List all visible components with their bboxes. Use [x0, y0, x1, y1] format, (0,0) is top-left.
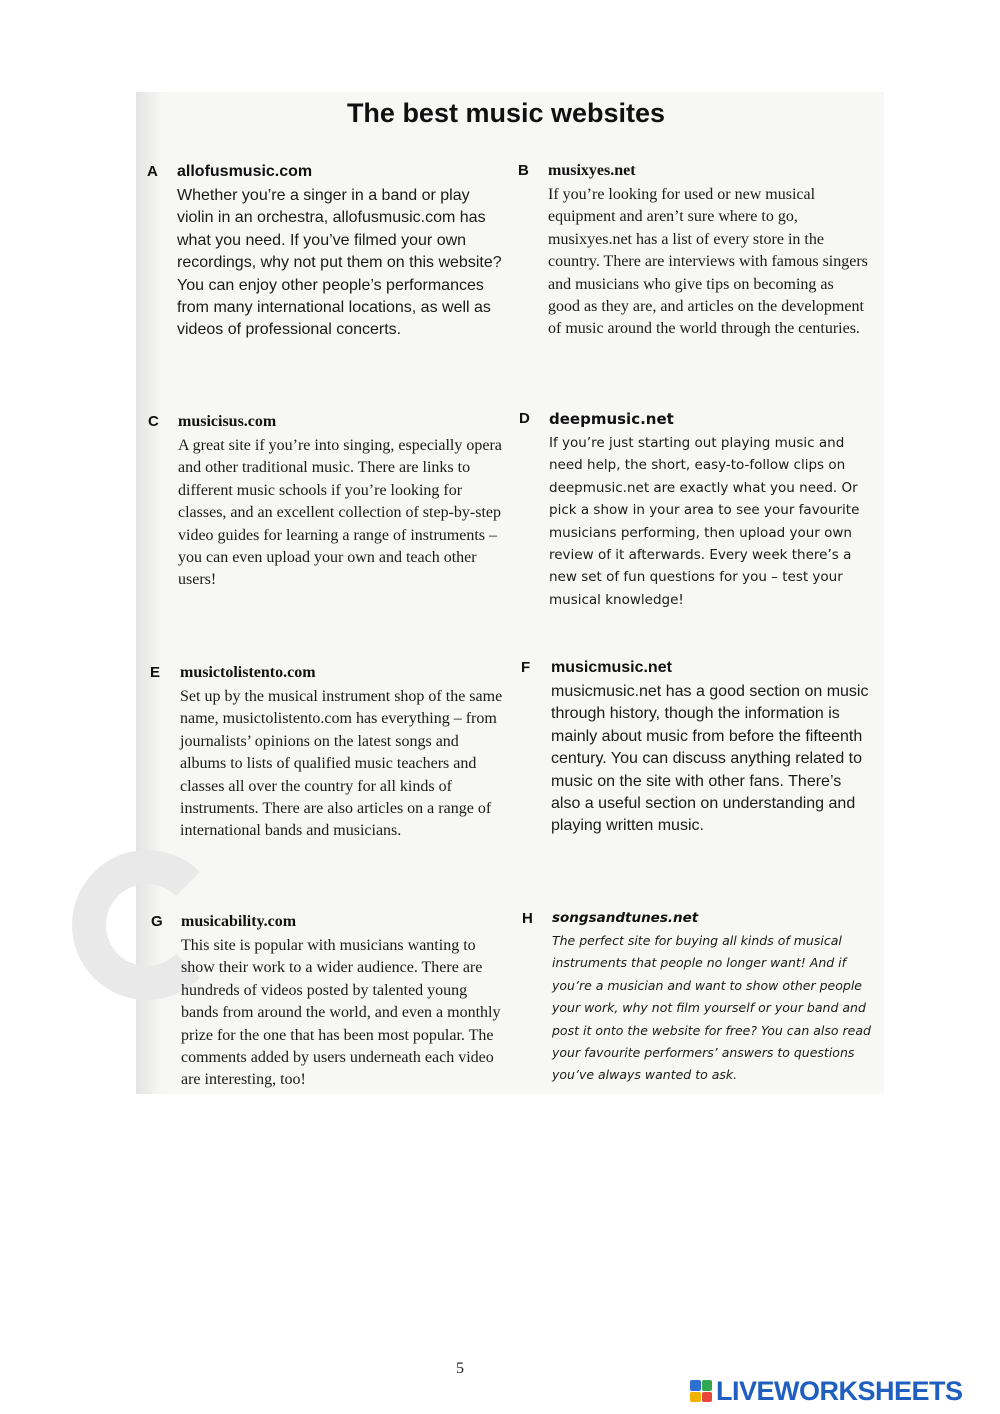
site-name: songsandtunes.net — [552, 910, 699, 926]
logo-square — [690, 1380, 701, 1391]
entry-b — [518, 162, 868, 341]
entry-c — [148, 413, 503, 592]
page-number: 5 — [456, 1360, 464, 1377]
entry-d — [519, 410, 869, 611]
site-description: A great site if you’re into singing, especially opera and other traditional music. There are links to different music schools if you’re looking for classes, and an excellent collection of step-by-step video guides for learning a range of instruments – you can even upload your own and teach other users! — [178, 437, 502, 589]
site-name: musictolistento.com — [180, 664, 316, 681]
entry-letter: B — [518, 162, 529, 179]
logo-square — [702, 1380, 713, 1391]
site-name: musicisus.com — [178, 413, 277, 430]
site-description: If you’re just starting out playing music and need help, the short, easy-to-follow clips on deepmusic.net are exactly what you need. Or pick a show in your area to see your favourite musicians performing, then upload your own review of it afterwards. Every week there’s a new set of fun questions for you – test your musical knowledge! — [549, 435, 860, 608]
liveworksheets-logo-icon — [690, 1380, 712, 1402]
liveworksheets-brand — [690, 1376, 963, 1406]
logo-square — [702, 1392, 713, 1403]
brand-name: LIVEWORKSHEETS — [716, 1375, 963, 1406]
site-description: Set up by the musical instrument shop of the same name, musictolistento.com has everything – from journalists’ opinions on the latest songs and albums to lists of qualified music teachers and classes all over the country for all kinds of instruments. There are also articles on a range of international bands and musicians. — [180, 688, 503, 840]
entry-letter: A — [147, 163, 158, 180]
logo-square — [690, 1392, 701, 1403]
entry-a — [147, 163, 507, 342]
site-description: If you’re looking for used or new musical equipment and aren’t sure where to go, musixyes.net has a list of every store in the country. There are interviews with famous singers and musicians who give tips on becoming as good as they are, and articles on the development of music around the world through the centuries. — [548, 186, 868, 338]
entry-letter: D — [519, 410, 530, 427]
site-description: Whether you’re a singer in a band or play violin in an orchestra, allofusmusic.com has what you need. If you’ve filmed your own recordings, why not put them on this website? You can enjoy other people’s performances from many international locations, as well as videos of professional concerts. — [177, 187, 502, 339]
entry-letter: F — [521, 659, 531, 676]
site-name: musixyes.net — [548, 162, 636, 179]
entry-f — [521, 659, 871, 838]
entry-letter: G — [151, 913, 163, 930]
entry-letter: H — [522, 910, 533, 927]
site-description: musicmusic.net has a good section on music through history, though the information is mainly about music from before the fifteenth century. You can discuss anything related to music on the site with other fans. There’s also a useful section on understanding and playing written music. — [551, 683, 869, 835]
site-description: This site is popular with musicians wanting to show their work to a wider audience. There are hundreds of videos posted by talented young bands from around the world, and even a monthly prize for the one that has been most popular. The comments added by users underneath each video are interesting, too! — [181, 937, 501, 1089]
entry-e — [150, 664, 505, 843]
site-name: allofusmusic.com — [177, 163, 313, 180]
site-description: The perfect site for buying all kinds of musical instruments that people no longer want! And if you’re a musician and want to show other people your work, why not film yourself or your band and post it onto the website for free? You can also read your favourite performers’ answers to questions you’ve always wanted to ask. — [552, 933, 871, 1083]
entry-letter: E — [150, 664, 161, 681]
site-name: musicability.com — [181, 913, 297, 930]
entry-h — [522, 910, 882, 1087]
entry-letter: C — [148, 413, 159, 430]
site-name: deepmusic.net — [549, 410, 674, 428]
entry-g — [151, 913, 501, 1092]
site-name: musicmusic.net — [551, 659, 672, 676]
page-title: The best music websites — [346, 98, 666, 128]
